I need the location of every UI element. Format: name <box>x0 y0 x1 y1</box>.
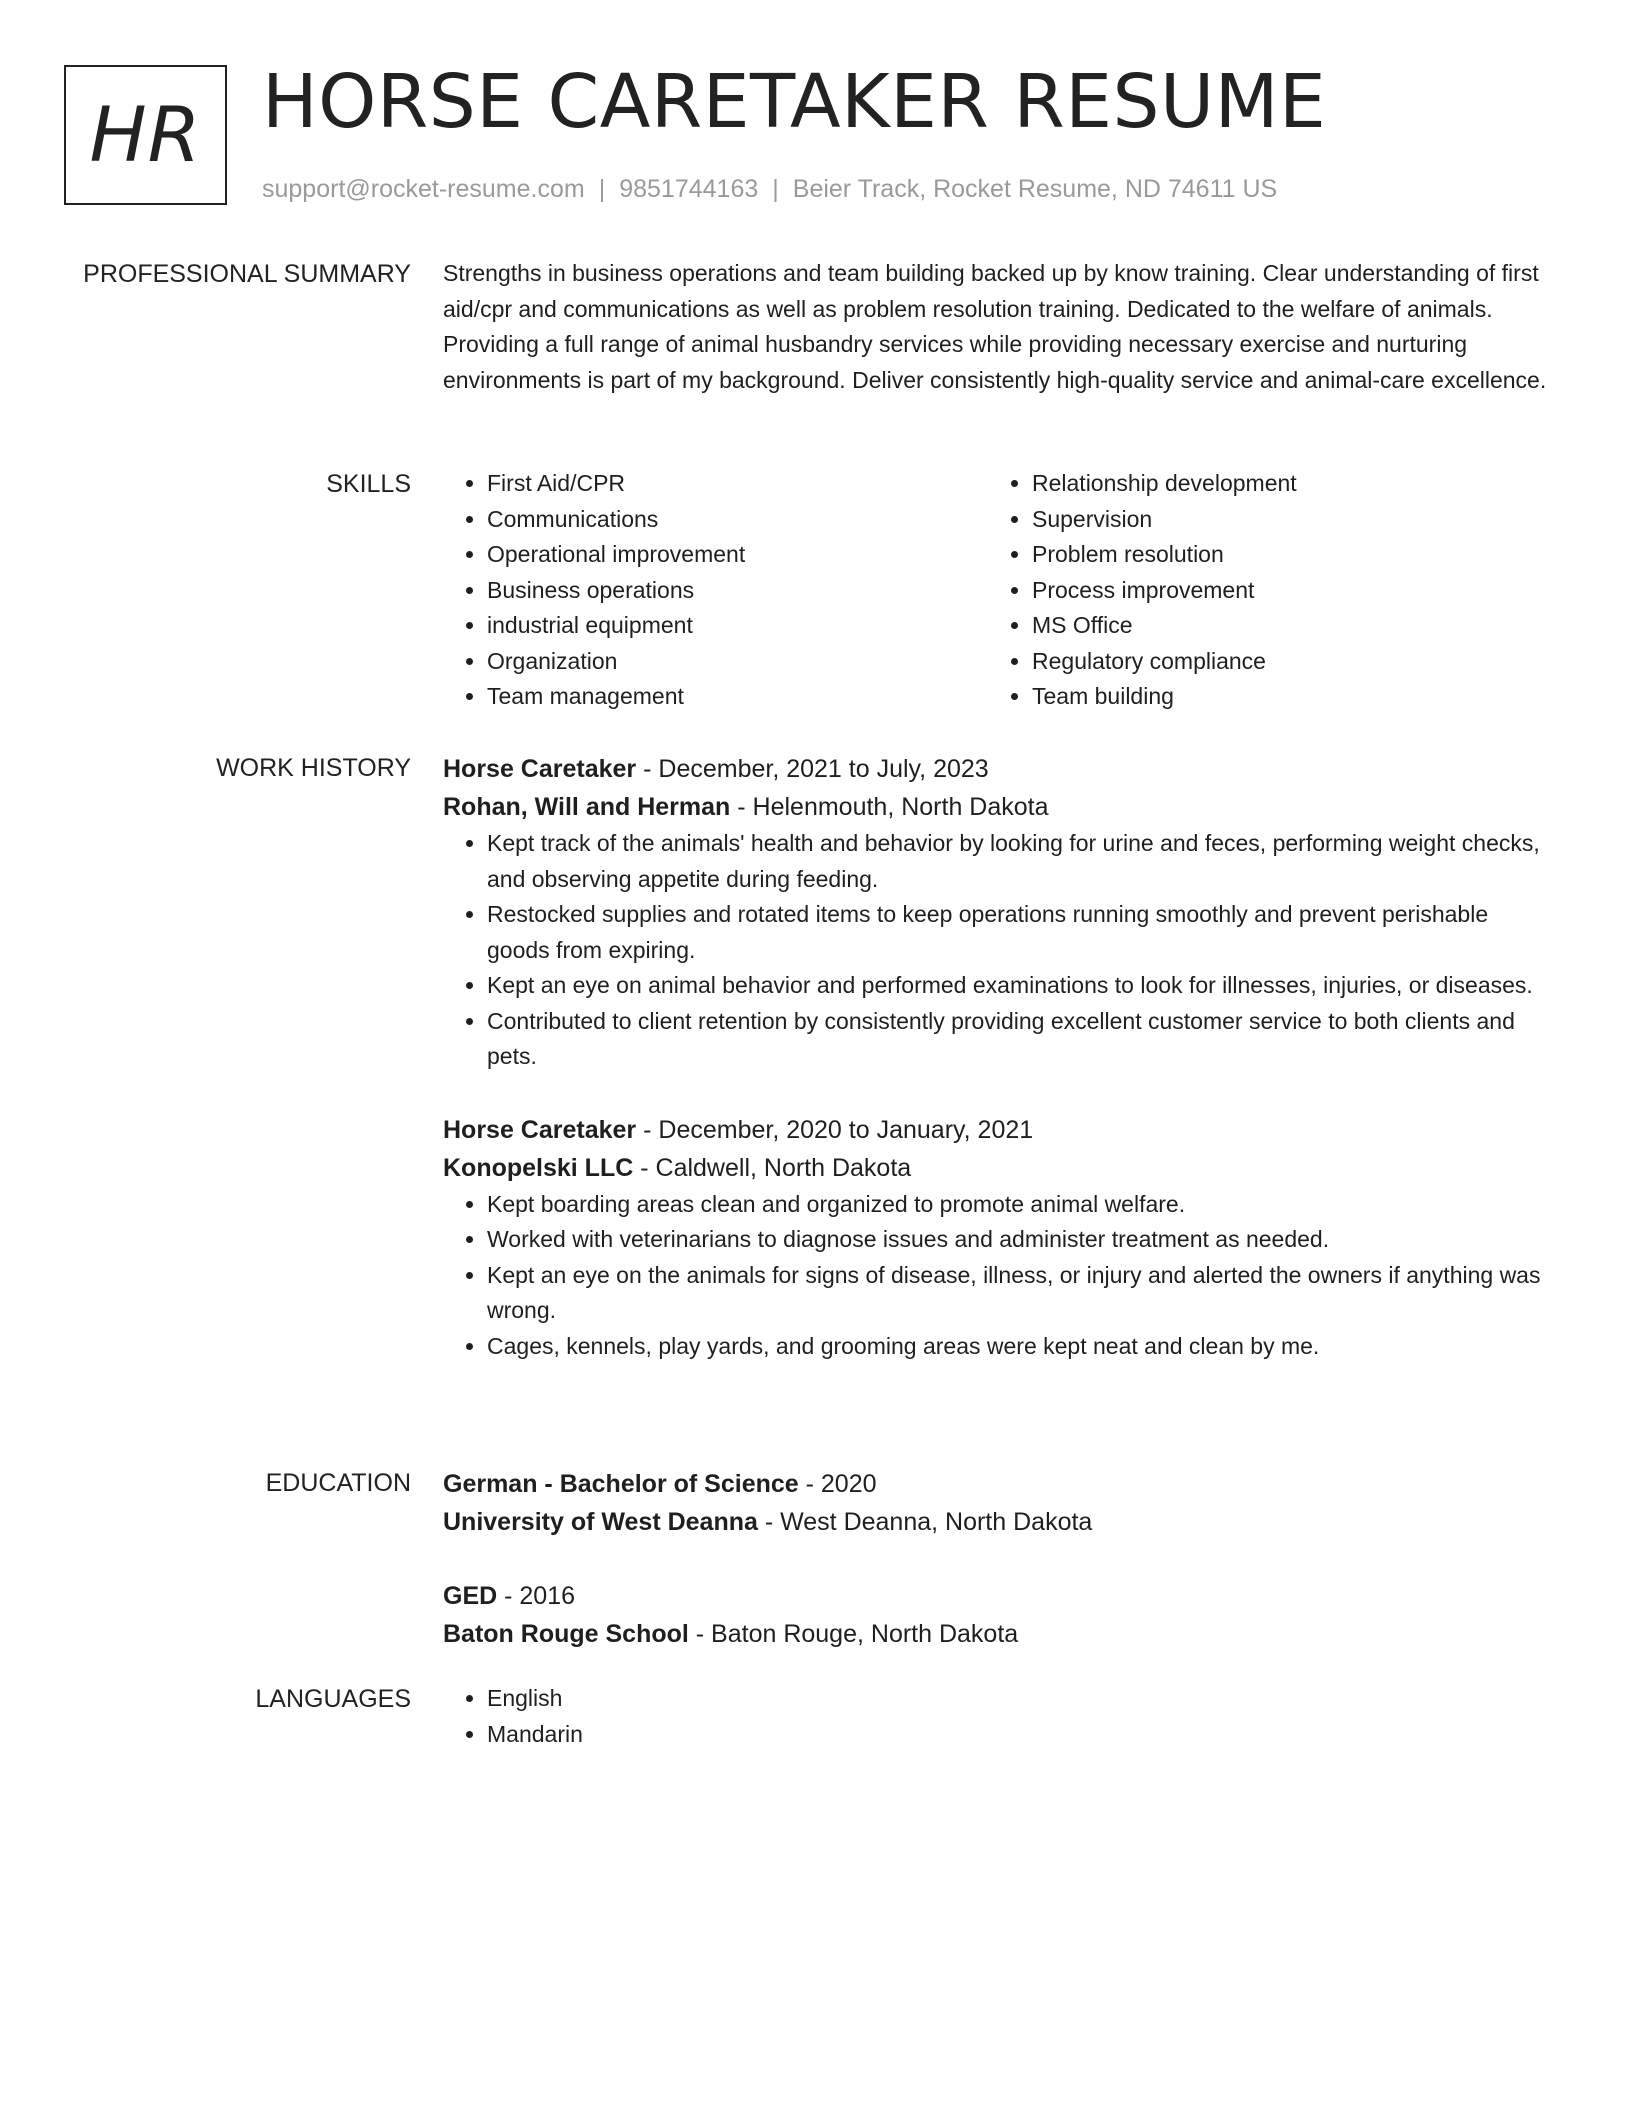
section-heading-skills: SKILLS <box>326 470 411 498</box>
language-item: • Mandarin <box>487 1717 1553 1753</box>
skill-item: • Supervision <box>1032 502 1533 538</box>
skill-item: • Team building <box>1032 679 1533 715</box>
languages-list <box>443 1681 1553 1752</box>
summary-text: Strengths in business operations and team building backed up by know training. Clear understanding of first aid/cpr and communications as well as problem resolution training. Dedicated to the welfare of animals. Providing a full range of animal husbandry services while providing necessary exercise and nurturing environments is part of my background. Deliver consistently high-quality service and animal-care excellence. <box>443 260 1547 393</box>
contact-separator: | <box>598 175 606 203</box>
job-duty: • Restocked supplies and rotated items to keep operations running smoothly and prevent perishable goods from expiring. <box>487 897 1553 968</box>
school-location: - West Deanna, North Dakota <box>757 1508 1093 1536</box>
job-title-line <box>443 750 1553 788</box>
monogram-initials: HR <box>89 90 202 179</box>
education-entry <box>443 1465 1553 1541</box>
degree-line <box>443 1577 1553 1615</box>
job-location: - Caldwell, North Dakota <box>633 1153 912 1182</box>
job-company-line <box>443 788 1553 826</box>
skills-list-right <box>988 466 1533 715</box>
contact-email[interactable]: support@rocket-resume.com <box>262 175 585 203</box>
skill-item: • Operational improvement <box>487 537 988 573</box>
job-company: Rohan, Will and Herman <box>443 793 731 821</box>
contact-line <box>262 172 1277 206</box>
job-dates: - December, 2021 to July, 2023 <box>636 755 989 783</box>
summary-body <box>443 256 1553 398</box>
education-body <box>443 1465 1553 1653</box>
education-entry <box>443 1577 1553 1653</box>
skill-item: • Organization <box>487 644 988 680</box>
job-dates: - December, 2020 to January, 2021 <box>636 1115 1034 1144</box>
job-duty: • Kept an eye on the animals for signs of disease, illness, or injury and alerted the owners if anything was wrong. <box>487 1258 1553 1329</box>
degree: German - Bachelor of Science <box>443 1470 799 1498</box>
monogram-badge <box>64 65 227 205</box>
job-duty: • Cages, kennels, play yards, and grooming areas were kept neat and clean by me. <box>487 1329 1553 1365</box>
skill-item: • MS Office <box>1032 608 1533 644</box>
job-duty: • Kept boarding areas clean and organized to promote animal welfare. <box>487 1187 1553 1223</box>
skill-item: • Regulatory compliance <box>1032 644 1533 680</box>
job-title: Horse Caretaker <box>443 1115 637 1144</box>
work-history-body <box>443 750 1553 1364</box>
job-duties <box>443 826 1553 1075</box>
contact-phone: 9851744163 <box>619 175 759 203</box>
skills-list-left <box>443 466 988 715</box>
degree: GED <box>443 1582 498 1610</box>
job-company: Konopelski LLC <box>443 1153 634 1182</box>
skill-item: • Relationship development <box>1032 466 1533 502</box>
resume-title: HORSE CARETAKER RESUME <box>262 59 1327 145</box>
contact-separator: | <box>772 175 779 203</box>
job-entry <box>443 750 1553 1075</box>
school: Baton Rouge School <box>443 1620 689 1648</box>
job-duty: • Kept track of the animals' health and behavior by looking for urine and feces, performing weight checks, and observing appetite during feeding. <box>487 826 1553 897</box>
job-duty: • Contributed to client retention by consistently providing excellent customer service to both clients and pets. <box>487 1004 1553 1075</box>
job-entry <box>443 1111 1553 1365</box>
school-location: - Baton Rouge, North Dakota <box>688 1620 1019 1648</box>
job-duty: • Worked with veterinarians to diagnose issues and administer treatment as needed. <box>487 1222 1553 1258</box>
section-heading-summary: PROFESSIONAL SUMMARY <box>83 260 411 288</box>
school-line <box>443 1615 1553 1653</box>
language-item: • English <box>487 1681 1553 1717</box>
job-duties <box>443 1187 1553 1365</box>
skill-item: • Process improvement <box>1032 573 1533 609</box>
section-heading-languages: LANGUAGES <box>255 1685 411 1713</box>
section-heading-education: EDUCATION <box>265 1469 411 1497</box>
job-title: Horse Caretaker <box>443 755 637 783</box>
skill-item: • First Aid/CPR <box>487 466 988 502</box>
degree-year: - 2020 <box>798 1470 877 1498</box>
degree-year: - 2016 <box>497 1582 576 1610</box>
skills-body <box>443 466 1553 715</box>
skill-item: • industrial equipment <box>487 608 988 644</box>
languages-body <box>443 1681 1553 1752</box>
job-duty: • Kept an eye on animal behavior and performed examinations to look for illnesses, injuries, or diseases. <box>487 968 1553 1004</box>
skill-item: • Problem resolution <box>1032 537 1533 573</box>
degree-line <box>443 1465 1553 1503</box>
school: University of West Deanna <box>443 1508 758 1536</box>
skill-item: • Business operations <box>487 573 988 609</box>
skill-item: • Communications <box>487 502 988 538</box>
school-line <box>443 1503 1553 1541</box>
section-heading-work: WORK HISTORY <box>216 754 411 782</box>
contact-address: Beier Track, Rocket Resume, ND 74611 US <box>792 175 1278 203</box>
job-company-line <box>443 1149 1553 1187</box>
skill-item: • Team management <box>487 679 988 715</box>
job-title-line <box>443 1111 1553 1149</box>
job-location: - Helenmouth, North Dakota <box>730 793 1049 821</box>
